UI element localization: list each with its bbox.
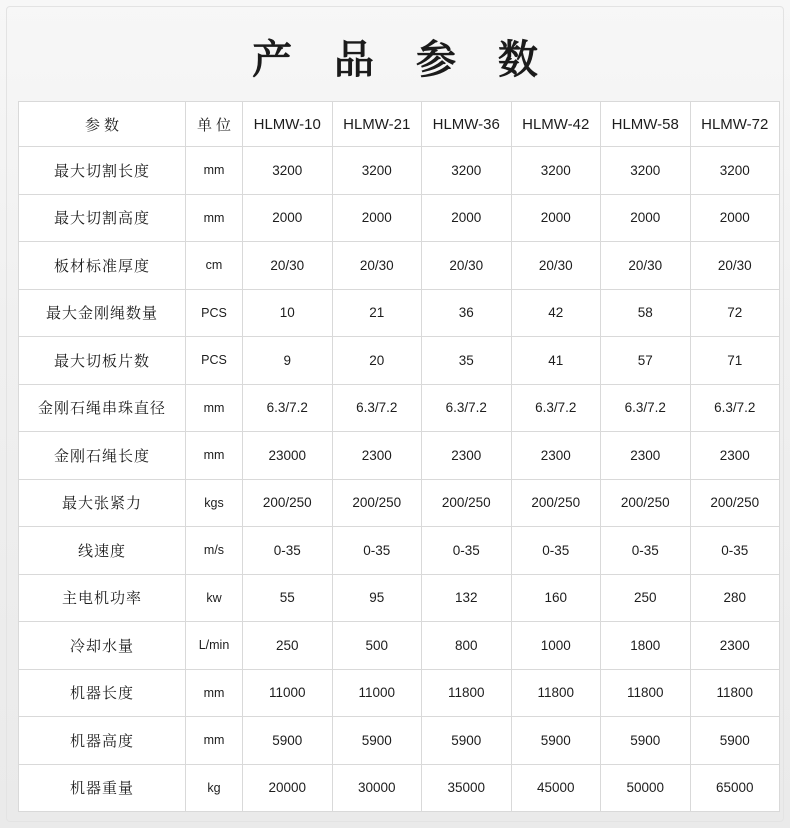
cell-value: 0-35 — [332, 527, 422, 575]
cell-value: 2000 — [422, 194, 512, 242]
column-header-model-6: HLMW-72 — [690, 102, 780, 147]
cell-value: 11800 — [690, 669, 780, 717]
cell-value: 280 — [690, 574, 780, 622]
cell-value: 2300 — [422, 432, 512, 480]
cell-value: 20/30 — [243, 242, 333, 290]
table-row — [19, 194, 780, 242]
cell-value: 65000 — [690, 764, 780, 812]
cell-value: 3200 — [243, 147, 333, 195]
row-unit: PCS — [186, 337, 243, 385]
cell-value: 250 — [601, 574, 691, 622]
cell-value: 2000 — [511, 194, 601, 242]
table-header — [19, 102, 780, 147]
table-row — [19, 147, 780, 195]
cell-value: 45000 — [511, 764, 601, 812]
row-unit: kg — [186, 764, 243, 812]
row-param: 板材标准厚度 — [19, 242, 186, 290]
cell-value: 30000 — [332, 764, 422, 812]
cell-value: 5900 — [690, 717, 780, 765]
cell-value: 35000 — [422, 764, 512, 812]
row-param: 主电机功率 — [19, 574, 186, 622]
cell-value: 6.3/7.2 — [422, 384, 512, 432]
row-unit: mm — [186, 384, 243, 432]
cell-value: 2300 — [332, 432, 422, 480]
cell-value: 2000 — [601, 194, 691, 242]
cell-value: 3200 — [511, 147, 601, 195]
cell-value: 41 — [511, 337, 601, 385]
row-unit: m/s — [186, 527, 243, 575]
page-title: 产 品 参 数 — [252, 37, 552, 83]
cell-value: 3200 — [690, 147, 780, 195]
row-param: 最大金刚绳数量 — [19, 289, 186, 337]
cell-value: 2000 — [243, 194, 333, 242]
cell-value: 3200 — [332, 147, 422, 195]
cell-value: 9 — [243, 337, 333, 385]
column-header-unit: 单位 — [186, 102, 243, 147]
cell-value: 5900 — [601, 717, 691, 765]
cell-value: 50000 — [601, 764, 691, 812]
table-row — [19, 384, 780, 432]
column-header-model-1: HLMW-10 — [243, 102, 333, 147]
cell-value: 160 — [511, 574, 601, 622]
cell-value: 0-35 — [601, 527, 691, 575]
cell-value: 6.3/7.2 — [243, 384, 333, 432]
cell-value: 21 — [332, 289, 422, 337]
cell-value: 20/30 — [511, 242, 601, 290]
cell-value: 20/30 — [332, 242, 422, 290]
table-body — [19, 147, 780, 812]
column-header-model-5: HLMW-58 — [601, 102, 691, 147]
column-header-model-2: HLMW-21 — [332, 102, 422, 147]
table-row — [19, 574, 780, 622]
column-header-param: 参数 — [19, 102, 186, 147]
cell-value: 5900 — [511, 717, 601, 765]
row-param: 最大张紧力 — [19, 479, 186, 527]
cell-value: 20000 — [243, 764, 333, 812]
cell-value: 200/250 — [601, 479, 691, 527]
table-row — [19, 669, 780, 717]
cell-value: 5900 — [422, 717, 512, 765]
cell-value: 200/250 — [511, 479, 601, 527]
table-row — [19, 337, 780, 385]
column-header-model-4: HLMW-42 — [511, 102, 601, 147]
row-unit: mm — [186, 717, 243, 765]
cell-value: 0-35 — [690, 527, 780, 575]
row-unit: mm — [186, 669, 243, 717]
table-row — [19, 764, 780, 812]
table-row — [19, 479, 780, 527]
cell-value: 2000 — [332, 194, 422, 242]
cell-value: 2000 — [690, 194, 780, 242]
table-row — [19, 242, 780, 290]
table-row — [19, 289, 780, 337]
cell-value: 11000 — [243, 669, 333, 717]
cell-value: 3200 — [422, 147, 512, 195]
cell-value: 3200 — [601, 147, 691, 195]
cell-value: 6.3/7.2 — [511, 384, 601, 432]
page-title-container — [18, 14, 772, 101]
table-row — [19, 432, 780, 480]
cell-value: 10 — [243, 289, 333, 337]
cell-value: 5900 — [243, 717, 333, 765]
cell-value: 23000 — [243, 432, 333, 480]
row-unit: cm — [186, 242, 243, 290]
cell-value: 2300 — [601, 432, 691, 480]
cell-value: 0-35 — [243, 527, 333, 575]
cell-value: 2300 — [690, 622, 780, 670]
cell-value: 6.3/7.2 — [601, 384, 691, 432]
row-param: 最大切割高度 — [19, 194, 186, 242]
cell-value: 200/250 — [243, 479, 333, 527]
cell-value: 58 — [601, 289, 691, 337]
row-unit: PCS — [186, 289, 243, 337]
row-param: 最大切割长度 — [19, 147, 186, 195]
row-unit: mm — [186, 432, 243, 480]
cell-value: 500 — [332, 622, 422, 670]
row-param: 机器长度 — [19, 669, 186, 717]
cell-value: 20/30 — [690, 242, 780, 290]
cell-value: 250 — [243, 622, 333, 670]
cell-value: 200/250 — [332, 479, 422, 527]
row-param: 最大切板片数 — [19, 337, 186, 385]
row-param: 线速度 — [19, 527, 186, 575]
cell-value: 20 — [332, 337, 422, 385]
row-unit: kgs — [186, 479, 243, 527]
column-header-model-3: HLMW-36 — [422, 102, 512, 147]
row-param: 机器重量 — [19, 764, 186, 812]
row-unit: kw — [186, 574, 243, 622]
row-unit: L/min — [186, 622, 243, 670]
cell-value: 6.3/7.2 — [690, 384, 780, 432]
cell-value: 5900 — [332, 717, 422, 765]
cell-value: 2300 — [690, 432, 780, 480]
cell-value: 20/30 — [601, 242, 691, 290]
cell-value: 36 — [422, 289, 512, 337]
cell-value: 2300 — [511, 432, 601, 480]
table-row — [19, 717, 780, 765]
cell-value: 71 — [690, 337, 780, 385]
cell-value: 11800 — [422, 669, 512, 717]
table-row — [19, 622, 780, 670]
cell-value: 20/30 — [422, 242, 512, 290]
cell-value: 11000 — [332, 669, 422, 717]
cell-value: 200/250 — [422, 479, 512, 527]
cell-value: 0-35 — [422, 527, 512, 575]
table-row — [19, 527, 780, 575]
cell-value: 55 — [243, 574, 333, 622]
cell-value: 95 — [332, 574, 422, 622]
cell-value: 6.3/7.2 — [332, 384, 422, 432]
row-param: 机器高度 — [19, 717, 186, 765]
cell-value: 72 — [690, 289, 780, 337]
cell-value: 57 — [601, 337, 691, 385]
cell-value: 1000 — [511, 622, 601, 670]
row-param: 金刚石绳长度 — [19, 432, 186, 480]
cell-value: 35 — [422, 337, 512, 385]
cell-value: 800 — [422, 622, 512, 670]
cell-value: 132 — [422, 574, 512, 622]
cell-value: 0-35 — [511, 527, 601, 575]
row-param: 金刚石绳串珠直径 — [19, 384, 186, 432]
cell-value: 42 — [511, 289, 601, 337]
table-header-row — [19, 102, 780, 147]
cell-value: 11800 — [601, 669, 691, 717]
row-param: 冷却水量 — [19, 622, 186, 670]
row-unit: mm — [186, 194, 243, 242]
row-unit: mm — [186, 147, 243, 195]
product-spec-table — [18, 101, 780, 812]
cell-value: 200/250 — [690, 479, 780, 527]
cell-value: 11800 — [511, 669, 601, 717]
cell-value: 1800 — [601, 622, 691, 670]
